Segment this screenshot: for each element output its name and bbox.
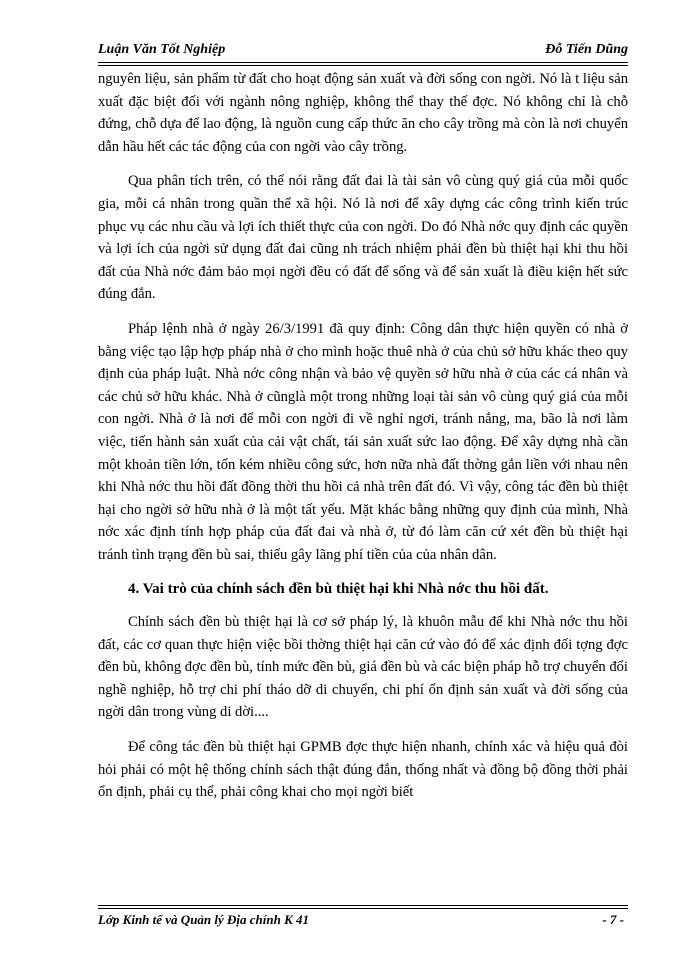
paragraph-policy-role: Chính sách đền bù thiệt hại là cơ sở pháp lý, là khuôn mẫu để khi Nhà nớc thu hồi đất, các cơ quan thực hiện việc bồi thờng thiệt hại căn cứ vào đó để xác định đối tợng đợc đền bù, không đợc đền bù, tính mức đền bù, giá đền bù và các biện pháp hỗ trợ chuyển đổi nghề nghiệp, hỗ trợ chi phí tháo dỡ di chuyển, chi phí ổn định sản xuất và đời sống của ngời dân trong vùng di dời.... <box>98 614 628 721</box>
paragraph-housing-ordinance: Pháp lệnh nhà ở ngày 26/3/1991 đã quy định: Công dân thực hiện quyền có nhà ở bằng việc tạo lập hợp pháp nhà ở cho mình hoặc thuê nhà ở của chủ sở hữu khác theo quy định của pháp luật. Nhà nớc công nhận và bảo vệ quyền sở hữu nhà ở của các cá nhân và các chủ sở hữu khác. Nhà ở cũnglà một trong những loại tài sản vô cùng quý giá của mỗi con ngời. Nhà ở là nơi để mỗi con ngời đi về nghỉ ngơi, tránh nắng, ma, bão là nơi làm việc, tiến hành sản xuất của cải vật chất, tái sản xuất sức lao động. Để xây dựng nhà cần một khoản tiền lớn, tốn kém nhiều công sức, hơn nữa nhà đất thờng gắn liền với nhau nên khi Nhà nớc thu hồi đất đồng thời thu hồi cả nhà trên đất đó. Vì vậy, công tác đền bù thiệt hại cho ngời sở hữu nhà ở là một tất yếu. Mặt khác bằng những quy định của mình, Nhà nớc xác định tính hợp pháp của đất đai và nhà ở, từ đó làm căn cứ xét đền bù thiệt hại tránh tình trạng đền bù sai, thiếu gây lãng phí tiền của của nhân dân. <box>98 320 628 563</box>
paragraph-land-value: Qua phân tích trên, có thể nói rằng đất đai là tài sản vô cùng quý giá của mỗi quốc gia, mỗi cá nhân trong quần thể xã hội. Nó là nơi để xây dựng các công trình kiến trúc phục vụ các nhu cầu và lợi ích thiết thực của con ngời. Do đó Nhà nớc quy định các quyền và lợi ích của ngời sử dụng đất đai cũng nh trách nhiệm phải đền bù thiệt hại khi thu hồi đất của Nhà nớc đảm bảo mọi ngời đều có đất để sống và để sản xuất là điều kiện hết sức đúng đắn. <box>98 173 628 303</box>
header-thesis-title: Luận Văn Tốt Nghiệp <box>98 42 226 57</box>
document-body <box>98 68 628 816</box>
page-header <box>98 40 628 63</box>
section-heading: 4. Vai trò của chính sách đền bù thiệt hại khi Nhà nớc thu hồi đất. <box>128 581 549 598</box>
paragraph-continued: nguyên liệu, sản phẩm từ đất cho hoạt động sản xuất và đời sống con ngời. Nó là t liệu sản xuất đặc biệt đối với ngành nông nghiệp, không thể thay thế đợc. Nó không chỉ là chỗ đứng, chỗ dựa để lao động, là nguồn cung cấp thức ăn cho cây trồng mà còn là nơi chuyển dẫn hầu hết các tác động của con ngời vào cây trồng. <box>98 71 628 155</box>
footer-class-name: Lớp Kinh tế và Quản lý Địa chính K 41 <box>98 912 310 927</box>
page-number: - 7 - <box>602 912 624 927</box>
paragraph-policy-requirements: Để công tác đền bù thiệt hại GPMB đợc thực hiện nhanh, chính xác và hiệu quả đòi hỏi phải có một hệ thống chính sách thật đúng đắn, thống nhất và đồng bộ đồng thời phải ổn định, phải cụ thể, phải công khai cho mọi ngời biết <box>98 739 628 801</box>
header-author-name: Đỗ Tiến Dũng <box>545 42 628 57</box>
page-footer <box>98 908 628 931</box>
